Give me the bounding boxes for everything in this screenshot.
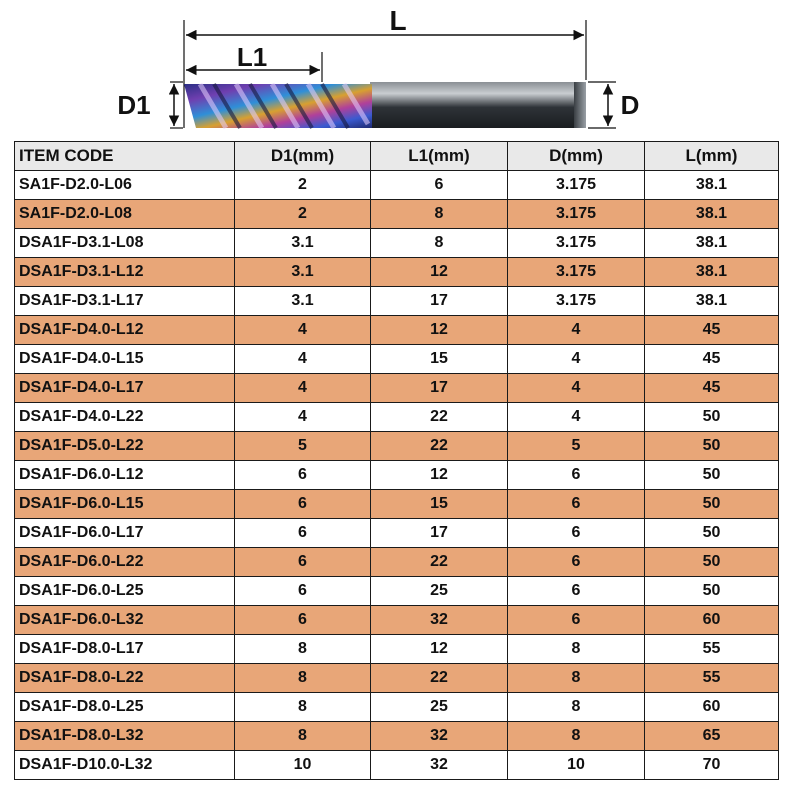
cell-l: 38.1 bbox=[645, 171, 779, 200]
cell-l1: 12 bbox=[371, 316, 508, 345]
table-row bbox=[15, 606, 779, 635]
table-row bbox=[15, 722, 779, 751]
shank-end-chamfer bbox=[574, 82, 586, 128]
cell-item-code: DSA1F-D4.0-L17 bbox=[15, 374, 235, 403]
cell-d: 4 bbox=[508, 374, 645, 403]
end-mill-dimension-diagram bbox=[0, 0, 800, 140]
cell-l1: 12 bbox=[371, 258, 508, 287]
cell-item-code: DSA1F-D3.1-L17 bbox=[15, 287, 235, 316]
cell-item-code: DSA1F-D8.0-L25 bbox=[15, 693, 235, 722]
cell-item-code: DSA1F-D6.0-L22 bbox=[15, 548, 235, 577]
specification-table bbox=[14, 141, 779, 780]
cell-l: 38.1 bbox=[645, 200, 779, 229]
header-l: L(mm) bbox=[645, 142, 779, 171]
cell-item-code: DSA1F-D6.0-L32 bbox=[15, 606, 235, 635]
cell-d1: 6 bbox=[235, 548, 371, 577]
cell-d: 3.175 bbox=[508, 171, 645, 200]
cell-d: 3.175 bbox=[508, 229, 645, 258]
cell-l: 50 bbox=[645, 519, 779, 548]
table-row bbox=[15, 548, 779, 577]
cell-d1: 6 bbox=[235, 519, 371, 548]
cell-l1: 17 bbox=[371, 519, 508, 548]
cell-d: 5 bbox=[508, 432, 645, 461]
cell-d1: 4 bbox=[235, 316, 371, 345]
table-row bbox=[15, 519, 779, 548]
cell-d: 8 bbox=[508, 722, 645, 751]
cell-l1: 25 bbox=[371, 693, 508, 722]
cell-l: 38.1 bbox=[645, 229, 779, 258]
cell-l1: 17 bbox=[371, 287, 508, 316]
cell-item-code: DSA1F-D4.0-L15 bbox=[15, 345, 235, 374]
table-row bbox=[15, 432, 779, 461]
cell-item-code: DSA1F-D8.0-L17 bbox=[15, 635, 235, 664]
cell-d: 6 bbox=[508, 519, 645, 548]
cell-d: 8 bbox=[508, 693, 645, 722]
table-row bbox=[15, 693, 779, 722]
cell-l: 38.1 bbox=[645, 258, 779, 287]
cell-l1: 8 bbox=[371, 200, 508, 229]
header-l1: L1(mm) bbox=[371, 142, 508, 171]
table-row bbox=[15, 374, 779, 403]
cell-l1: 22 bbox=[371, 403, 508, 432]
cell-d: 3.175 bbox=[508, 287, 645, 316]
cell-d1: 8 bbox=[235, 722, 371, 751]
label-D: D bbox=[620, 90, 640, 120]
cell-l1: 22 bbox=[371, 664, 508, 693]
cell-d1: 8 bbox=[235, 635, 371, 664]
table-row bbox=[15, 461, 779, 490]
cell-l1: 22 bbox=[371, 432, 508, 461]
cell-l: 50 bbox=[645, 461, 779, 490]
cell-d1: 4 bbox=[235, 374, 371, 403]
cell-item-code: DSA1F-D8.0-L32 bbox=[15, 722, 235, 751]
cell-item-code: SA1F-D2.0-L06 bbox=[15, 171, 235, 200]
cell-l: 50 bbox=[645, 577, 779, 606]
cell-d: 6 bbox=[508, 490, 645, 519]
table-row bbox=[15, 258, 779, 287]
cell-d: 6 bbox=[508, 606, 645, 635]
table-row bbox=[15, 577, 779, 606]
cell-l: 70 bbox=[645, 751, 779, 780]
cell-l: 65 bbox=[645, 722, 779, 751]
cell-l1: 15 bbox=[371, 345, 508, 374]
cell-l: 55 bbox=[645, 635, 779, 664]
cell-item-code: DSA1F-D10.0-L32 bbox=[15, 751, 235, 780]
table-row bbox=[15, 287, 779, 316]
end-mill-tool bbox=[184, 82, 586, 128]
cell-l1: 15 bbox=[371, 490, 508, 519]
label-D1: D1 bbox=[117, 90, 151, 120]
table-row bbox=[15, 316, 779, 345]
cell-d: 3.175 bbox=[508, 200, 645, 229]
table-row bbox=[15, 200, 779, 229]
table-row bbox=[15, 664, 779, 693]
cell-d: 8 bbox=[508, 664, 645, 693]
cell-item-code: DSA1F-D6.0-L15 bbox=[15, 490, 235, 519]
table-row bbox=[15, 345, 779, 374]
cell-l1: 12 bbox=[371, 461, 508, 490]
header-item-code: ITEM CODE bbox=[15, 142, 235, 171]
cell-item-code: SA1F-D2.0-L08 bbox=[15, 200, 235, 229]
cell-item-code: DSA1F-D6.0-L17 bbox=[15, 519, 235, 548]
label-L: L bbox=[389, 5, 407, 36]
cell-d: 6 bbox=[508, 577, 645, 606]
table-row bbox=[15, 403, 779, 432]
cell-d1: 6 bbox=[235, 490, 371, 519]
cell-d1: 4 bbox=[235, 403, 371, 432]
cell-item-code: DSA1F-D6.0-L25 bbox=[15, 577, 235, 606]
cell-d1: 8 bbox=[235, 693, 371, 722]
cell-d: 3.175 bbox=[508, 258, 645, 287]
cell-d1: 3.1 bbox=[235, 287, 371, 316]
cell-item-code: DSA1F-D5.0-L22 bbox=[15, 432, 235, 461]
cell-l: 50 bbox=[645, 432, 779, 461]
shank bbox=[370, 82, 582, 128]
cell-l: 55 bbox=[645, 664, 779, 693]
cell-d1: 6 bbox=[235, 577, 371, 606]
cell-l: 45 bbox=[645, 374, 779, 403]
cell-l1: 17 bbox=[371, 374, 508, 403]
cell-d: 6 bbox=[508, 461, 645, 490]
cell-d1: 8 bbox=[235, 664, 371, 693]
cell-item-code: DSA1F-D3.1-L08 bbox=[15, 229, 235, 258]
cell-d1: 5 bbox=[235, 432, 371, 461]
cell-l1: 8 bbox=[371, 229, 508, 258]
table-row bbox=[15, 229, 779, 258]
cell-d: 8 bbox=[508, 635, 645, 664]
cell-d: 4 bbox=[508, 403, 645, 432]
cell-l1: 32 bbox=[371, 751, 508, 780]
table-row bbox=[15, 751, 779, 780]
cell-l1: 32 bbox=[371, 722, 508, 751]
cell-l: 45 bbox=[645, 316, 779, 345]
cell-item-code: DSA1F-D4.0-L22 bbox=[15, 403, 235, 432]
cell-l: 60 bbox=[645, 693, 779, 722]
cell-l1: 12 bbox=[371, 635, 508, 664]
cell-d1: 2 bbox=[235, 200, 371, 229]
cell-item-code: DSA1F-D8.0-L22 bbox=[15, 664, 235, 693]
cell-l: 60 bbox=[645, 606, 779, 635]
cell-l1: 25 bbox=[371, 577, 508, 606]
cell-l1: 22 bbox=[371, 548, 508, 577]
cell-d: 10 bbox=[508, 751, 645, 780]
cell-d1: 6 bbox=[235, 461, 371, 490]
cell-l: 45 bbox=[645, 345, 779, 374]
cell-item-code: DSA1F-D3.1-L12 bbox=[15, 258, 235, 287]
cell-d: 4 bbox=[508, 345, 645, 374]
cell-d1: 3.1 bbox=[235, 229, 371, 258]
table-row bbox=[15, 635, 779, 664]
cell-d1: 10 bbox=[235, 751, 371, 780]
cell-d1: 4 bbox=[235, 345, 371, 374]
header-d1: D1(mm) bbox=[235, 142, 371, 171]
header-d: D(mm) bbox=[508, 142, 645, 171]
cell-item-code: DSA1F-D4.0-L12 bbox=[15, 316, 235, 345]
table-header-row bbox=[15, 142, 779, 171]
cell-l: 50 bbox=[645, 548, 779, 577]
cell-d1: 2 bbox=[235, 171, 371, 200]
cell-d1: 6 bbox=[235, 606, 371, 635]
cell-d: 4 bbox=[508, 316, 645, 345]
cell-l: 50 bbox=[645, 490, 779, 519]
label-L1: L1 bbox=[236, 42, 268, 72]
cell-l: 50 bbox=[645, 403, 779, 432]
cell-l: 38.1 bbox=[645, 287, 779, 316]
cell-l1: 6 bbox=[371, 171, 508, 200]
table-row bbox=[15, 490, 779, 519]
cell-d1: 3.1 bbox=[235, 258, 371, 287]
cell-item-code: DSA1F-D6.0-L12 bbox=[15, 461, 235, 490]
cell-d: 6 bbox=[508, 548, 645, 577]
table-row bbox=[15, 171, 779, 200]
cell-l1: 32 bbox=[371, 606, 508, 635]
